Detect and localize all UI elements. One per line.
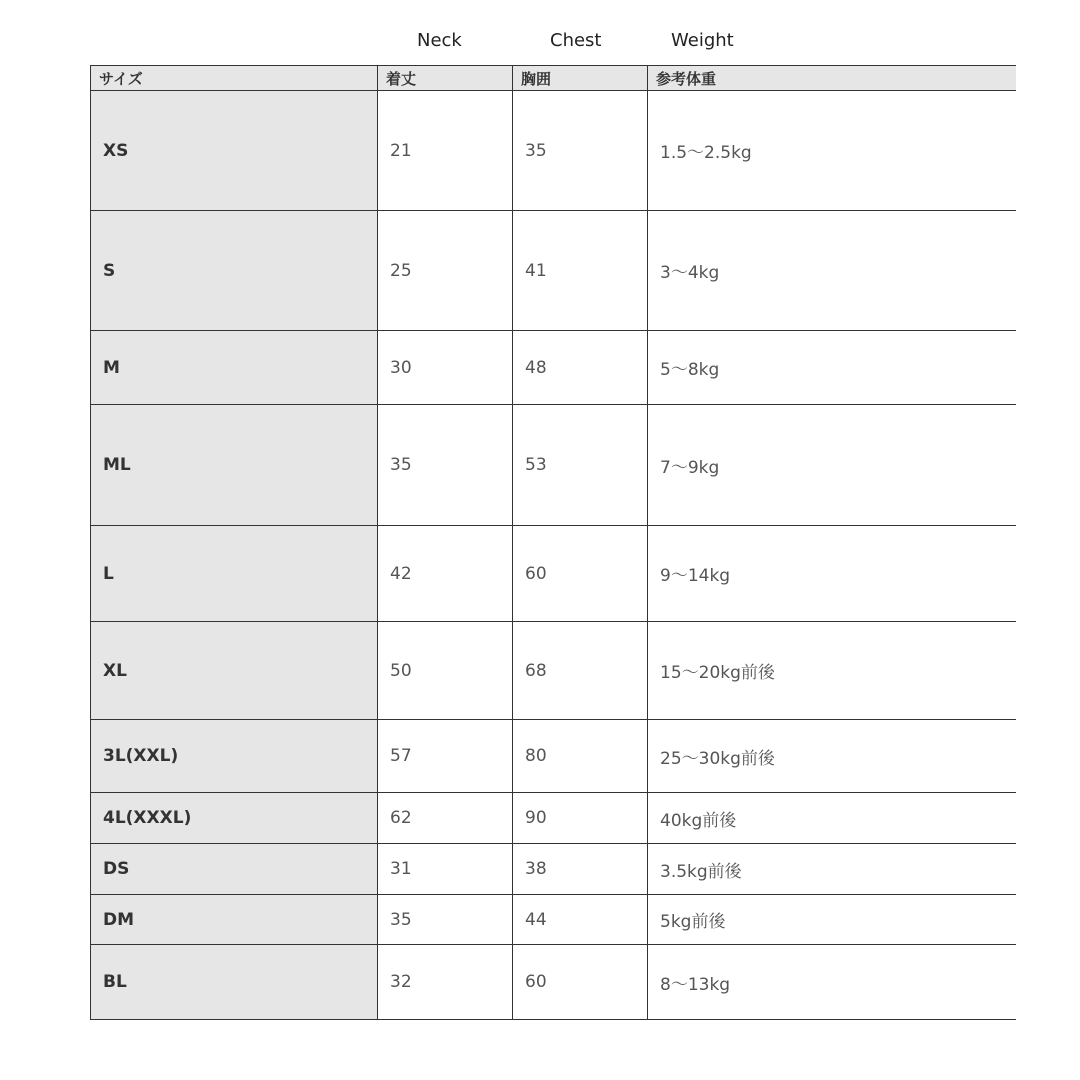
table-row <box>91 526 1016 622</box>
weight-cell: 3〜4kg <box>648 211 1016 331</box>
header-row <box>91 66 1016 91</box>
size-cell: BL <box>91 945 378 1020</box>
chest-cell: 60 <box>513 526 648 622</box>
chest-cell: 38 <box>513 844 648 895</box>
length-cell: 31 <box>378 844 513 895</box>
length-cell: 50 <box>378 622 513 720</box>
size-cell: ML <box>91 405 378 526</box>
size-table <box>90 65 1016 1020</box>
length-cell: 30 <box>378 331 513 405</box>
weight-cell: 25〜30kg前後 <box>648 720 1016 793</box>
length-cell: 62 <box>378 793 513 844</box>
length-cell: 25 <box>378 211 513 331</box>
weight-label: Weight <box>671 30 734 51</box>
size-cell: XL <box>91 622 378 720</box>
neck-label: Neck <box>417 30 462 51</box>
weight-cell: 7〜9kg <box>648 405 1016 526</box>
size-cell: S <box>91 211 378 331</box>
table-row <box>91 720 1016 793</box>
header-size: サイズ <box>91 66 378 91</box>
weight-cell: 8〜13kg <box>648 945 1016 1020</box>
size-cell: DM <box>91 895 378 945</box>
weight-cell: 15〜20kg前後 <box>648 622 1016 720</box>
weight-cell: 40kg前後 <box>648 793 1016 844</box>
table-row <box>91 331 1016 405</box>
length-cell: 35 <box>378 405 513 526</box>
table-row <box>91 405 1016 526</box>
size-cell: 4L(XXXL) <box>91 793 378 844</box>
header-weight: 参考体重 <box>648 66 1016 91</box>
length-cell: 32 <box>378 945 513 1020</box>
header-chest: 胸囲 <box>513 66 648 91</box>
chest-cell: 44 <box>513 895 648 945</box>
table-row <box>91 945 1016 1020</box>
chest-cell: 35 <box>513 91 648 211</box>
weight-cell: 5kg前後 <box>648 895 1016 945</box>
chest-cell: 68 <box>513 622 648 720</box>
size-cell: L <box>91 526 378 622</box>
length-cell: 42 <box>378 526 513 622</box>
weight-cell: 1.5〜2.5kg <box>648 91 1016 211</box>
table-row <box>91 211 1016 331</box>
length-cell: 21 <box>378 91 513 211</box>
table-row <box>91 895 1016 945</box>
chest-cell: 53 <box>513 405 648 526</box>
length-cell: 57 <box>378 720 513 793</box>
chest-label: Chest <box>550 30 602 51</box>
chest-cell: 60 <box>513 945 648 1020</box>
length-cell: 35 <box>378 895 513 945</box>
table-row <box>91 91 1016 211</box>
weight-cell: 9〜14kg <box>648 526 1016 622</box>
chest-cell: 48 <box>513 331 648 405</box>
chest-cell: 41 <box>513 211 648 331</box>
size-cell: XS <box>91 91 378 211</box>
table-row <box>91 793 1016 844</box>
table-row <box>91 622 1016 720</box>
table-row <box>91 844 1016 895</box>
chest-cell: 90 <box>513 793 648 844</box>
size-cell: M <box>91 331 378 405</box>
weight-cell: 5〜8kg <box>648 331 1016 405</box>
header-length: 着丈 <box>378 66 513 91</box>
weight-cell: 3.5kg前後 <box>648 844 1016 895</box>
size-cell: 3L(XXL) <box>91 720 378 793</box>
chest-cell: 80 <box>513 720 648 793</box>
size-cell: DS <box>91 844 378 895</box>
